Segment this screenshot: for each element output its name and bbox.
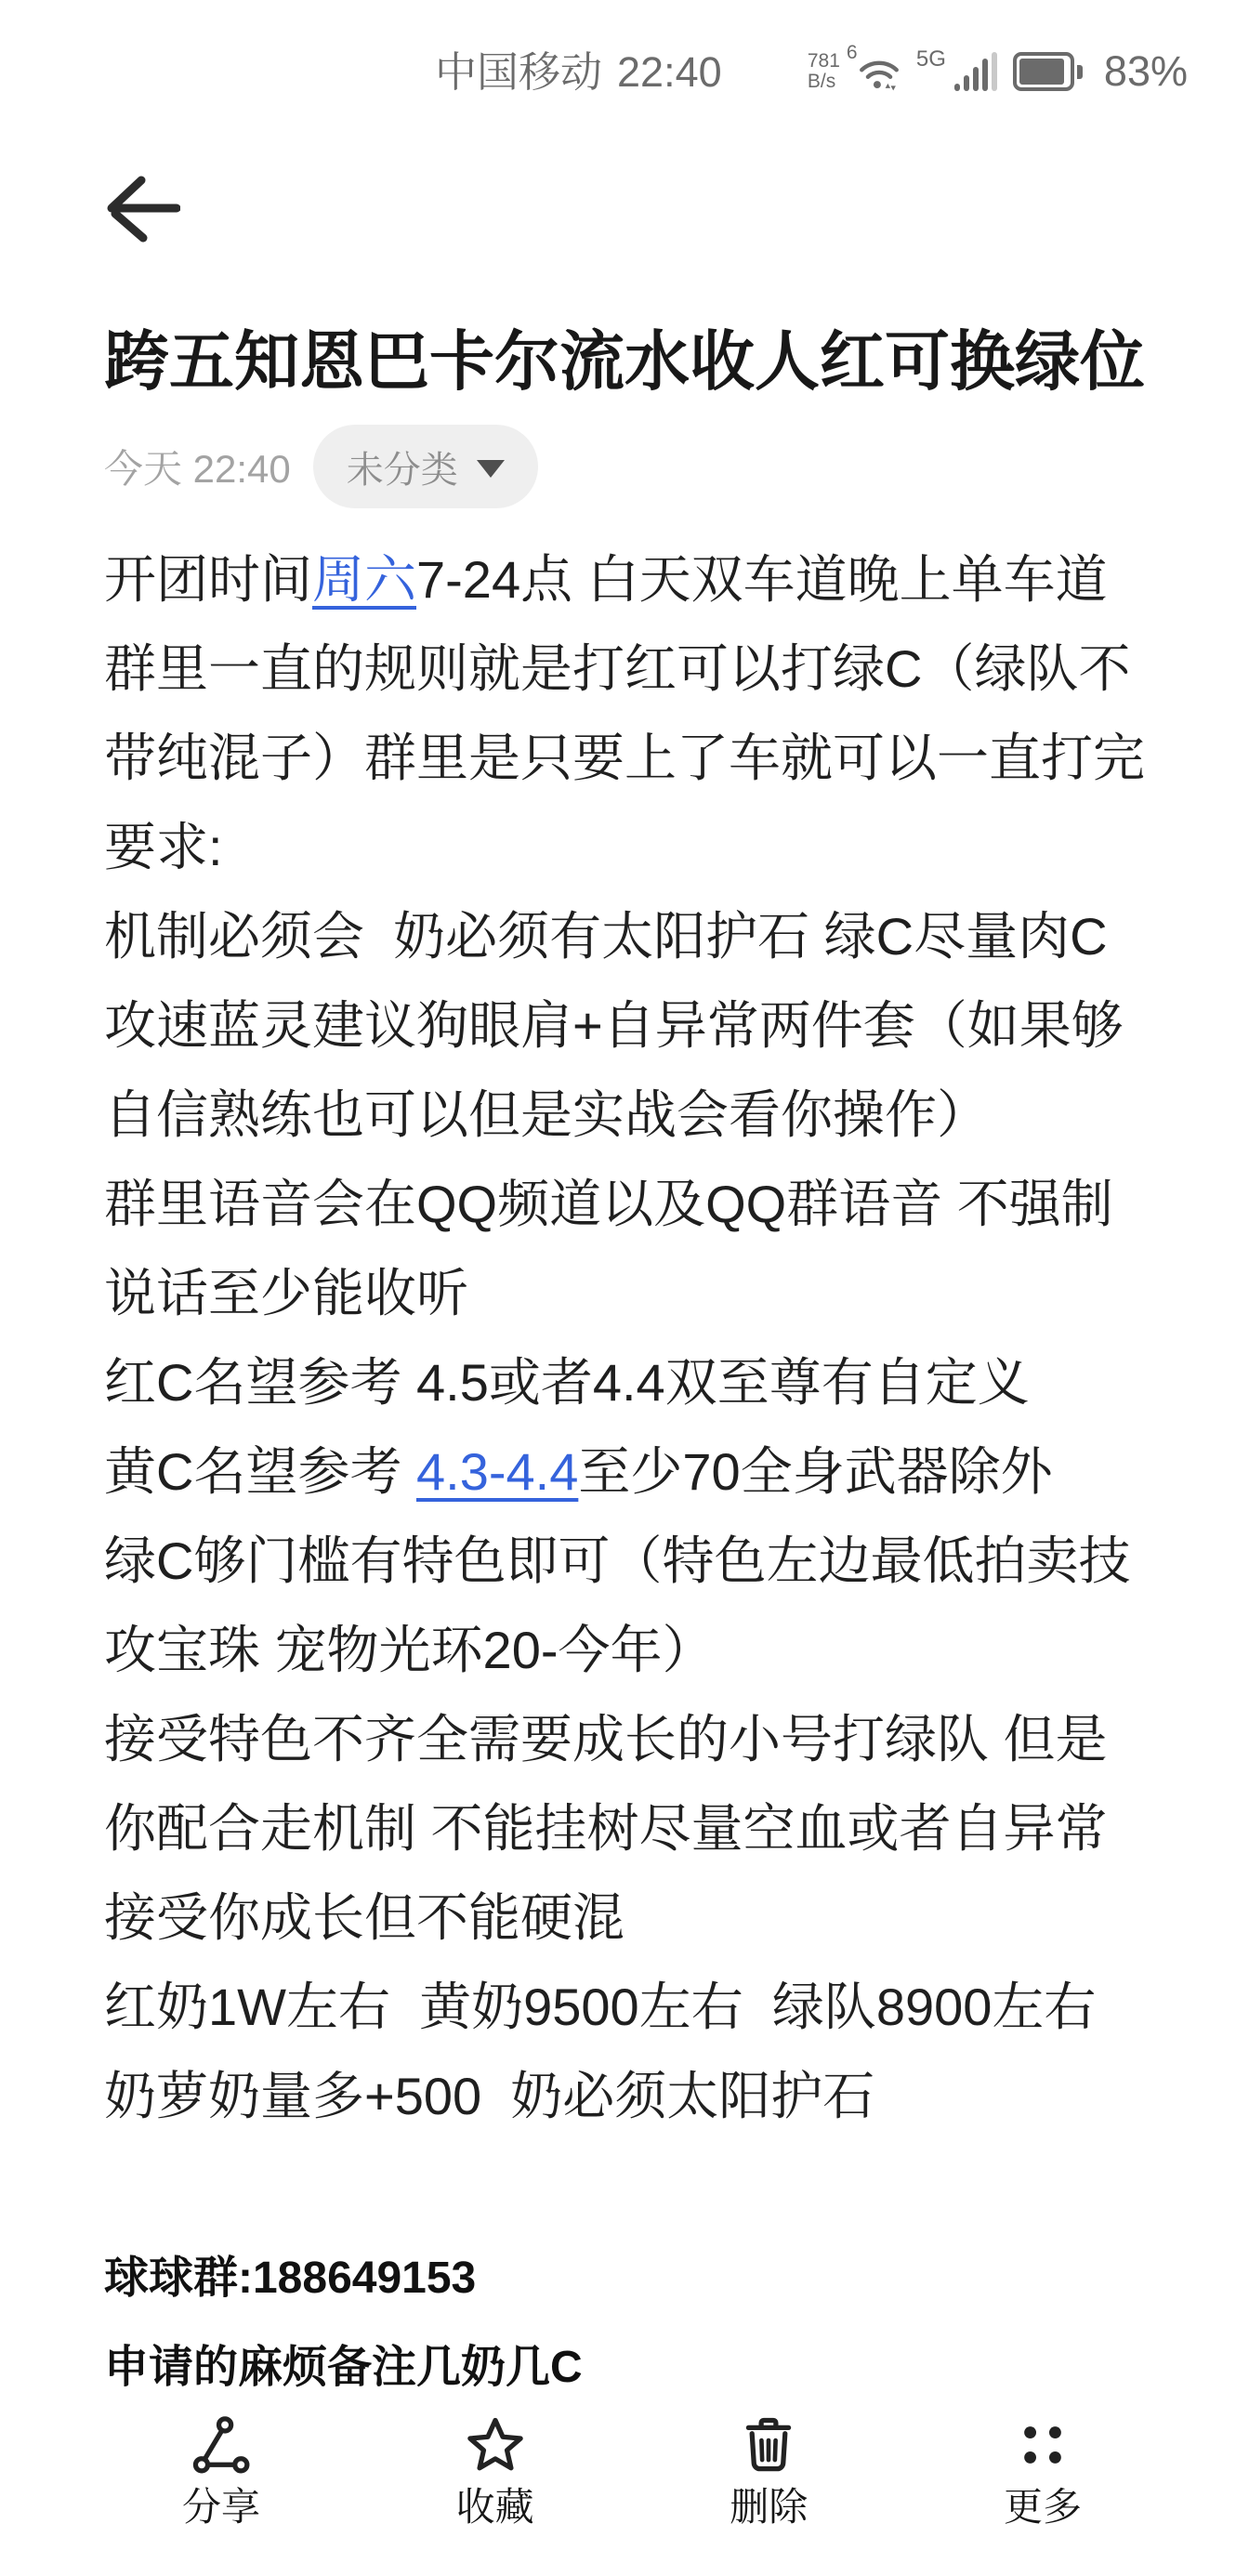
note-title: 跨五知恩巴卡尔流水收人红可换绿位 <box>104 325 1145 398</box>
body-line <box>104 1873 1182 1963</box>
body-line <box>104 1695 1182 1784</box>
category-label: 未分类 <box>346 449 458 491</box>
body-blank-line <box>104 2141 1182 2230</box>
body-line <box>104 1338 1182 1427</box>
back-button[interactable] <box>102 173 180 243</box>
body-line <box>104 1071 1182 1160</box>
battery-icon <box>1013 52 1083 91</box>
bottom-toolbar <box>0 2412 1249 2528</box>
body-text: 接受你成长但不能硬混 <box>104 1888 624 1947</box>
favorite-label: 收藏 <box>455 2485 534 2529</box>
network-speed-unit: B/s <box>807 71 836 92</box>
body-text: 申请的麻烦备注几奶几C <box>104 2343 583 2392</box>
body-line <box>104 2320 1182 2409</box>
category-dropdown[interactable] <box>313 425 538 508</box>
more-label: 更多 <box>1003 2485 1082 2529</box>
status-right-cluster <box>807 42 1188 97</box>
body-line <box>104 1427 1182 1517</box>
body-line <box>104 1517 1182 1606</box>
body-line <box>104 535 1182 624</box>
body-line <box>104 981 1182 1071</box>
body-line <box>104 2230 1182 2320</box>
status-bar <box>0 0 1249 112</box>
wifi-icon <box>846 42 904 97</box>
body-text: 群里语音会在QQ频道以及QQ群语音 不强制 <box>104 1175 1113 1233</box>
note-content <box>104 312 1182 2409</box>
body-line <box>104 1606 1182 1695</box>
body-text: 红奶1W左右 黄奶9500左右 绿队8900左右 <box>104 1978 1097 2036</box>
body-line <box>104 1160 1182 1249</box>
note-body <box>104 535 1182 2409</box>
share-label: 分享 <box>181 2485 260 2529</box>
body-text: 红C名望参考 4.5或者4.4双至尊有自定义 <box>104 1353 1030 1412</box>
body-line <box>104 1249 1182 1338</box>
back-arrow-icon <box>102 173 180 243</box>
body-text: 带纯混子）群里是只要上了车就可以一直打完 <box>104 729 1145 787</box>
body-link[interactable]: 4.3-4.4 <box>416 1442 579 1501</box>
body-text: 接受特色不齐全需要成长的小号打绿队 但是 <box>104 1710 1108 1768</box>
body-line <box>104 2052 1182 2141</box>
note-date: 今天 22:40 <box>104 447 291 491</box>
battery-percent-label: 83% <box>1103 47 1188 95</box>
body-text: 群里一直的规则就是打红可以打绿C（绿队不 <box>104 639 1131 698</box>
body-line <box>104 1963 1182 2052</box>
body-line <box>104 714 1182 803</box>
body-line <box>104 892 1182 981</box>
status-left-cluster <box>435 50 722 95</box>
body-text: 要求: <box>104 818 223 876</box>
network-type-label: 5G <box>915 46 946 72</box>
trash-icon <box>736 2412 801 2477</box>
signal-strength-icon <box>954 52 997 91</box>
body-line <box>104 1784 1182 1873</box>
body-line <box>104 624 1182 714</box>
note-meta-row <box>104 424 1182 509</box>
wifi6-badge: 6 <box>846 42 858 63</box>
body-text: 绿C够门槛有特色即可（特色左边最低拍卖技 <box>104 1531 1131 1590</box>
favorite-button[interactable] <box>430 2412 560 2528</box>
more-button[interactable] <box>978 2412 1108 2528</box>
star-icon <box>463 2412 528 2477</box>
body-text: 攻速蓝灵建议狗眼肩+自异常两件套（如果够 <box>104 996 1124 1055</box>
body-text: 攻宝珠 宠物光环20-今年） <box>104 1621 715 1679</box>
more-dots-icon <box>1010 2412 1075 2477</box>
body-text: 黄C名望参考 <box>104 1442 416 1501</box>
body-text: 自信熟练也可以但是实战会看你操作） <box>104 1085 989 1144</box>
body-text: 球球群:188649153 <box>104 2254 477 2303</box>
chevron-down-icon <box>477 460 505 478</box>
network-speed-value: 781 <box>807 50 840 72</box>
delete-label: 删除 <box>730 2485 809 2529</box>
body-text: 开团时间 <box>104 550 312 609</box>
carrier-label: 中国移动 <box>435 48 603 96</box>
body-text: 奶萝奶量多+500 奶必须太阳护石 <box>104 2067 875 2125</box>
body-text: 说话至少能收听 <box>104 1264 468 1322</box>
body-line <box>104 803 1182 892</box>
share-button[interactable] <box>156 2412 286 2528</box>
network-speed-indicator <box>808 51 840 92</box>
body-text: 7-24点 白天双车道晚上单车道 <box>416 550 1108 609</box>
body-text: 至少70全身武器除外 <box>578 1442 1053 1501</box>
delete-button[interactable] <box>703 2412 834 2528</box>
body-text: 你配合走机制 不能挂树尽量空血或者自异常 <box>104 1799 1108 1858</box>
share-icon <box>189 2412 254 2477</box>
body-text: 机制必须会 奶必须有太阳护石 绿C尽量肉C <box>104 907 1108 966</box>
body-link[interactable]: 周六 <box>312 550 416 609</box>
status-clock: 22:40 <box>617 48 722 96</box>
